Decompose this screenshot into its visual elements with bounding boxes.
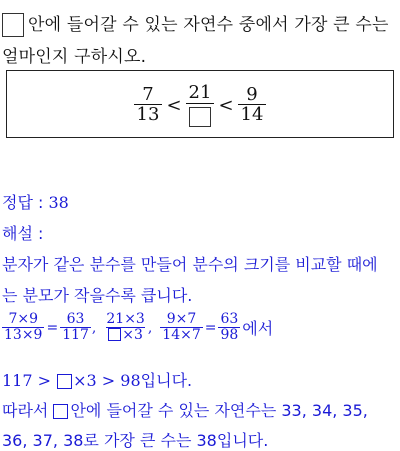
calculation-line <box>2 312 273 343</box>
explanation-line-2: 는 분모가 작을수록 큽니다. <box>2 286 193 305</box>
equals-sign: = <box>46 319 59 336</box>
fraction-denominator: 13×9 <box>4 326 43 343</box>
calc-result-1 <box>60 312 91 343</box>
fraction-numerator: 21 <box>188 82 212 103</box>
fraction-7-13 <box>134 83 163 126</box>
fraction-denominator-blank <box>186 103 214 127</box>
blank-box <box>53 404 68 419</box>
answer-label: 정답 : <box>2 193 49 212</box>
final-text-a: 따라서 <box>2 401 54 420</box>
blank-box <box>108 328 121 341</box>
comma: , <box>147 319 153 336</box>
ineq-right: ×3 > 98 <box>73 371 141 390</box>
ineq-suffix: 입니다. <box>140 371 193 390</box>
fraction-numerator: 7×9 <box>8 311 38 327</box>
fraction-denominator: 117 <box>62 326 89 343</box>
inequality-expression <box>0 84 400 127</box>
fraction-numerator: 9×7 <box>166 311 197 327</box>
comma: , <box>91 319 97 336</box>
calc-fraction-3 <box>160 312 202 343</box>
answer-value: 38 <box>48 193 69 212</box>
fraction-numerator: 63 <box>66 311 85 327</box>
explanation-label: 해설 : <box>2 224 44 243</box>
question-text-1: 안에 들어갈 수 있는 자연수 중에서 가장 큰 수는 <box>28 15 389 35</box>
inequality-conclusion <box>2 368 192 391</box>
less-than-sign: < <box>218 94 234 116</box>
ineq-left: 117 > <box>2 371 57 390</box>
question-line-2 <box>2 42 146 67</box>
fraction-denominator: 14×7 <box>162 326 201 343</box>
calc-fraction-2 <box>104 312 146 343</box>
question-line-1 <box>2 10 389 37</box>
fraction-numerator: 7 <box>142 83 154 105</box>
answer-blank-box <box>2 13 24 37</box>
blank-box <box>189 107 211 127</box>
final-line-1 <box>2 398 368 421</box>
question-text-2: 얼마인지 구하시오. <box>2 47 147 67</box>
final-text-b: 안에 들어갈 수 있는 자연수는 33, 34, 35, <box>70 401 368 420</box>
fraction-denominator: 98 <box>220 326 239 343</box>
fraction-9-14 <box>238 83 267 126</box>
fraction-denominator <box>106 327 145 343</box>
fraction-numerator: 63 <box>220 311 239 327</box>
fraction-denominator: 14 <box>238 104 267 125</box>
fraction-denominator: 13 <box>134 104 163 125</box>
answer-line <box>2 190 69 213</box>
calc-suffix: 에서 <box>242 319 274 339</box>
equals-sign: = <box>204 319 217 336</box>
calc-result-3 <box>218 312 240 343</box>
fraction-numerator: 9 <box>246 83 258 105</box>
less-than-sign: < <box>166 94 182 116</box>
final-line-2: 36, 37, 38로 가장 큰 수는 38입니다. <box>2 431 269 450</box>
blank-box <box>57 374 72 389</box>
explanation-line-1: 분자가 같은 분수를 만들어 분수의 크기를 비교할 때에 <box>2 255 378 274</box>
denominator-tail: ×3 <box>122 326 143 343</box>
fraction-21-blank <box>186 84 215 127</box>
calc-fraction-1 <box>2 312 44 343</box>
fraction-numerator: 21×3 <box>106 311 145 327</box>
